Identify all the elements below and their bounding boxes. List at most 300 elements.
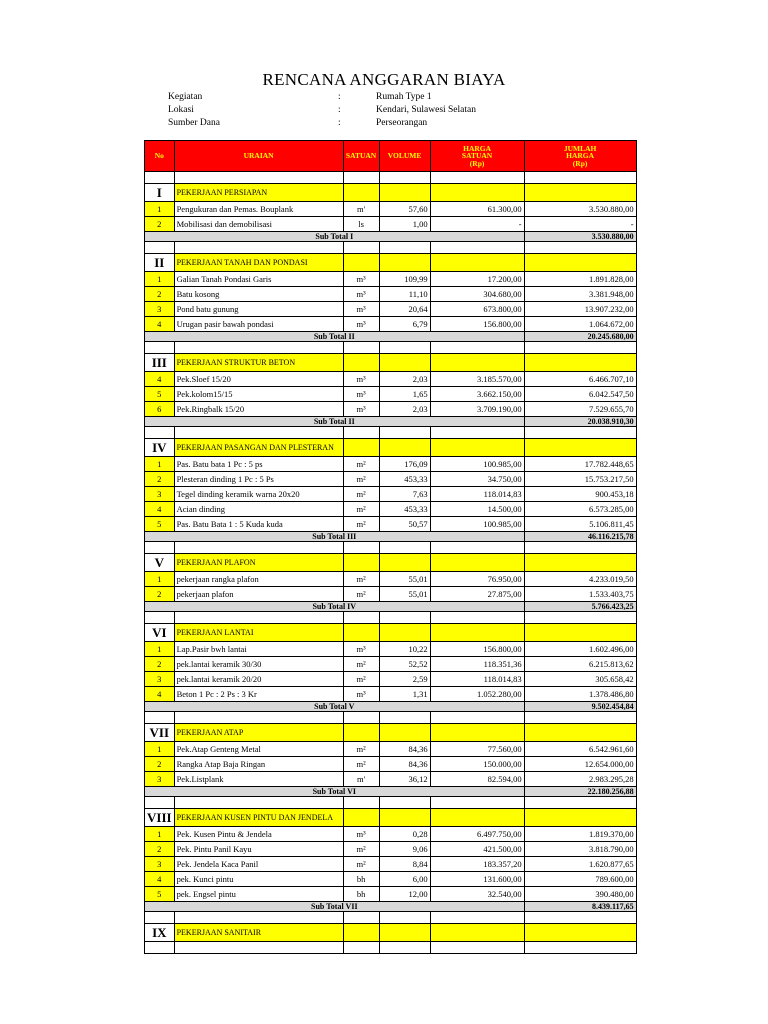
empty-cell — [145, 427, 175, 439]
item-description: Rangka Atap Baja Ringan — [174, 757, 343, 772]
item-no: 2 — [145, 472, 175, 487]
item-volume: 2,59 — [379, 672, 430, 687]
table-header — [145, 141, 637, 172]
empty-cell — [430, 354, 524, 372]
item-volume: 453,33 — [379, 502, 430, 517]
item-unit: m³ — [343, 827, 379, 842]
item-no: 1 — [145, 827, 175, 842]
subtotal-label: Sub Total II — [145, 417, 525, 427]
table-row — [145, 517, 637, 532]
empty-cell — [524, 712, 636, 724]
item-volume: 1,65 — [379, 387, 430, 402]
info-separator: : — [338, 118, 341, 128]
empty-cell — [343, 924, 379, 942]
header-harga-satuan — [430, 141, 524, 172]
subtotal-value: 20.245.680,00 — [524, 332, 636, 342]
item-amount: 7.529.655,70 — [524, 402, 636, 417]
section-title: PEKERJAAN PASANGAN DAN PLESTERAN — [174, 439, 343, 457]
item-amount: 5.106.811,45 — [524, 517, 636, 532]
item-no: 2 — [145, 657, 175, 672]
info-value-sumber-dana: Perseorangan — [376, 118, 428, 128]
item-unit: m² — [343, 857, 379, 872]
item-unit-price: 1.052.280,00 — [430, 687, 524, 702]
header-harga-line: SATUAN — [461, 151, 493, 161]
item-volume: 9,06 — [379, 842, 430, 857]
table-row — [145, 757, 637, 772]
empty-cell — [174, 542, 343, 554]
header-uraian: URAIAN — [174, 141, 343, 172]
subtotal-label: Sub Total III — [145, 532, 525, 542]
item-unit-price: 131.600,00 — [430, 872, 524, 887]
spacer-row — [145, 912, 637, 924]
table-row — [145, 827, 637, 842]
subtotal-row — [145, 332, 637, 342]
empty-cell — [430, 254, 524, 272]
empty-cell — [430, 712, 524, 724]
empty-cell — [524, 924, 636, 942]
empty-cell — [343, 242, 379, 254]
empty-cell — [343, 712, 379, 724]
item-amount: 3.818.790,00 — [524, 842, 636, 857]
item-volume: 11,10 — [379, 287, 430, 302]
empty-cell — [343, 554, 379, 572]
item-unit-price: 61.300,00 — [430, 202, 524, 217]
header-satuan: SATUAN — [343, 141, 379, 172]
item-no: 1 — [145, 202, 175, 217]
section-header-row — [145, 924, 637, 942]
empty-cell — [174, 342, 343, 354]
item-unit-price: 27.875,00 — [430, 587, 524, 602]
section-roman: II — [145, 254, 175, 272]
info-value-kegiatan: Rumah Type 1 — [376, 92, 432, 102]
item-unit-price: 183.357,20 — [430, 857, 524, 872]
section-roman: III — [145, 354, 175, 372]
empty-cell — [343, 797, 379, 809]
header-jumlah-line: (Rp) — [572, 158, 588, 168]
item-volume: 7,63 — [379, 487, 430, 502]
table-row — [145, 572, 637, 587]
item-unit: m² — [343, 742, 379, 757]
item-description: Pek.Listplank — [174, 772, 343, 787]
item-description: Pek. Kusen Pintu & Jendela — [174, 827, 343, 842]
table-row — [145, 457, 637, 472]
empty-cell — [430, 427, 524, 439]
item-amount: 15.753.217,50 — [524, 472, 636, 487]
empty-cell — [343, 354, 379, 372]
subtotal-value: 9.502.454,84 — [524, 702, 636, 712]
empty-cell — [524, 427, 636, 439]
item-unit-price: 118.014,83 — [430, 672, 524, 687]
empty-cell — [145, 242, 175, 254]
item-unit: m² — [343, 842, 379, 857]
spacer-row — [145, 172, 637, 184]
empty-cell — [343, 912, 379, 924]
empty-cell — [174, 427, 343, 439]
item-volume: 57,60 — [379, 202, 430, 217]
empty-cell — [379, 554, 430, 572]
section-header-row — [145, 254, 637, 272]
item-volume: 36,12 — [379, 772, 430, 787]
item-amount: 12.654.000,00 — [524, 757, 636, 772]
empty-cell — [524, 809, 636, 827]
empty-cell — [524, 172, 636, 184]
empty-cell — [379, 342, 430, 354]
item-no: 4 — [145, 872, 175, 887]
item-amount: 2.983.295,28 — [524, 772, 636, 787]
empty-cell — [174, 172, 343, 184]
section-title: PEKERJAAN ATAP — [174, 724, 343, 742]
empty-cell — [343, 942, 379, 954]
item-volume: 1,31 — [379, 687, 430, 702]
subtotal-row — [145, 902, 637, 912]
item-amount: 6.215.813,62 — [524, 657, 636, 672]
item-volume: 2,03 — [379, 372, 430, 387]
empty-cell — [430, 172, 524, 184]
item-description: Pas. Batu bata 1 Pc : 5 ps — [174, 457, 343, 472]
header-volume: VOLUME — [379, 141, 430, 172]
item-description: Pek.Sloef 15/20 — [174, 372, 343, 387]
empty-cell — [379, 624, 430, 642]
item-volume: 50,57 — [379, 517, 430, 532]
item-amount: 4.233.019,50 — [524, 572, 636, 587]
item-unit: m² — [343, 672, 379, 687]
item-volume: 6,00 — [379, 872, 430, 887]
table-row — [145, 272, 637, 287]
section-header-row — [145, 554, 637, 572]
table-row — [145, 487, 637, 502]
item-amount: 305.658,42 — [524, 672, 636, 687]
empty-cell — [343, 624, 379, 642]
item-description: pekerjaan plafon — [174, 587, 343, 602]
item-description: pek. Kunci pintu — [174, 872, 343, 887]
header-harga-line: HARGA — [463, 143, 492, 153]
subtotal-value: 8.439.117,65 — [524, 902, 636, 912]
empty-cell — [524, 542, 636, 554]
item-amount: 1.891.828,00 — [524, 272, 636, 287]
table-row — [145, 657, 637, 672]
section-title: PEKERJAAN LANTAI — [174, 624, 343, 642]
item-unit-price: 421.500,00 — [430, 842, 524, 857]
table-row — [145, 202, 637, 217]
item-description: Pek.Ringbalk 15/20 — [174, 402, 343, 417]
item-volume: 52,52 — [379, 657, 430, 672]
item-amount: - — [524, 217, 636, 232]
item-unit-price: 32.540,00 — [430, 887, 524, 902]
empty-cell — [343, 724, 379, 742]
subtotal-label: Sub Total VI — [145, 787, 525, 797]
table-row — [145, 857, 637, 872]
item-unit: m³ — [343, 687, 379, 702]
item-description: Pek.Atap Genteng Metal — [174, 742, 343, 757]
item-unit-price: 673.800,00 — [430, 302, 524, 317]
table-row — [145, 842, 637, 857]
item-no: 5 — [145, 517, 175, 532]
empty-cell — [379, 724, 430, 742]
budget-table — [144, 140, 637, 954]
empty-cell — [379, 242, 430, 254]
item-description: Mobilisasi dan demobilisasi — [174, 217, 343, 232]
item-unit: m³ — [343, 272, 379, 287]
table-row — [145, 387, 637, 402]
item-unit-price: 3.662.150,00 — [430, 387, 524, 402]
section-roman: I — [145, 184, 175, 202]
item-amount: 1.819.370,00 — [524, 827, 636, 842]
subtotal-label: Sub Total VII — [145, 902, 525, 912]
info-separator: : — [338, 105, 341, 115]
empty-cell — [343, 342, 379, 354]
empty-cell — [343, 809, 379, 827]
item-description: Acian dinding — [174, 502, 343, 517]
item-unit-price: 150.000,00 — [430, 757, 524, 772]
item-description: pek.lantai keramik 30/30 — [174, 657, 343, 672]
item-unit-price: 3.709.190,00 — [430, 402, 524, 417]
item-amount: 1.378.486,80 — [524, 687, 636, 702]
table-row — [145, 472, 637, 487]
spacer-row — [145, 712, 637, 724]
subtotal-value: 22.180.256,88 — [524, 787, 636, 797]
item-unit: m² — [343, 587, 379, 602]
spacer-row — [145, 797, 637, 809]
item-unit-price: 14.500,00 — [430, 502, 524, 517]
item-unit: m³ — [343, 302, 379, 317]
empty-cell — [379, 184, 430, 202]
empty-cell — [430, 184, 524, 202]
item-unit-price: - — [430, 217, 524, 232]
table-row — [145, 402, 637, 417]
spacer-row — [145, 427, 637, 439]
empty-cell — [343, 439, 379, 457]
subtotal-value: 20.038.910,30 — [524, 417, 636, 427]
section-title: PEKERJAAN KUSEN PINTU DAN JENDELA — [174, 809, 343, 827]
empty-cell — [379, 354, 430, 372]
item-amount: 1.602.496,00 — [524, 642, 636, 657]
item-unit: m² — [343, 472, 379, 487]
empty-cell — [145, 542, 175, 554]
item-unit: m² — [343, 502, 379, 517]
item-amount: 390.480,00 — [524, 887, 636, 902]
section-roman: VII — [145, 724, 175, 742]
item-no: 1 — [145, 642, 175, 657]
item-no: 1 — [145, 572, 175, 587]
item-unit-price: 100.985,00 — [430, 517, 524, 532]
item-volume: 84,36 — [379, 757, 430, 772]
item-amount: 3.530.880,00 — [524, 202, 636, 217]
empty-cell — [524, 797, 636, 809]
subtotal-row — [145, 232, 637, 242]
document-title: RENCANA ANGGARAN BIAYA — [262, 70, 506, 89]
table-row — [145, 317, 637, 332]
section-title: PEKERJAAN PERSIAPAN — [174, 184, 343, 202]
section-roman: VI — [145, 624, 175, 642]
empty-cell — [379, 254, 430, 272]
item-volume: 12,00 — [379, 887, 430, 902]
item-unit: m² — [343, 487, 379, 502]
item-no: 1 — [145, 457, 175, 472]
section-roman: V — [145, 554, 175, 572]
empty-cell — [174, 912, 343, 924]
item-amount: 6.573.285,00 — [524, 502, 636, 517]
item-volume: 453,33 — [379, 472, 430, 487]
empty-cell — [145, 797, 175, 809]
info-label-lokasi: Lokasi — [168, 105, 194, 115]
empty-cell — [524, 942, 636, 954]
item-no: 3 — [145, 857, 175, 872]
item-no: 5 — [145, 887, 175, 902]
item-volume: 176,09 — [379, 457, 430, 472]
empty-cell — [524, 912, 636, 924]
section-roman: IX — [145, 924, 175, 942]
item-volume: 1,00 — [379, 217, 430, 232]
item-unit-price: 6.497.750,00 — [430, 827, 524, 842]
item-amount: 17.782.448,65 — [524, 457, 636, 472]
item-volume: 55,01 — [379, 572, 430, 587]
item-volume: 109,99 — [379, 272, 430, 287]
item-no: 1 — [145, 272, 175, 287]
item-unit: m² — [343, 517, 379, 532]
empty-cell — [343, 172, 379, 184]
item-unit: m² — [343, 657, 379, 672]
item-volume: 84,36 — [379, 742, 430, 757]
empty-cell — [343, 542, 379, 554]
item-description: Pek. Jendela Kaca Panil — [174, 857, 343, 872]
item-amount: 6.542.961,60 — [524, 742, 636, 757]
item-description: Urugan pasir bawah pondasi — [174, 317, 343, 332]
item-unit: m² — [343, 457, 379, 472]
item-unit: bh — [343, 872, 379, 887]
item-unit-price: 76.950,00 — [430, 572, 524, 587]
empty-cell — [379, 942, 430, 954]
info-label-sumber-dana: Sumber Dana — [168, 118, 220, 128]
empty-cell — [174, 612, 343, 624]
spacer-row — [145, 942, 637, 954]
item-description: Pond batu gunung — [174, 302, 343, 317]
item-description: Galian Tanah Pondasi Garis — [174, 272, 343, 287]
item-unit: m³ — [343, 642, 379, 657]
table-row — [145, 642, 637, 657]
empty-cell — [430, 439, 524, 457]
section-header-row — [145, 354, 637, 372]
section-title: PEKERJAAN STRUKTUR BETON — [174, 354, 343, 372]
item-no: 4 — [145, 317, 175, 332]
subtotal-row — [145, 787, 637, 797]
spacer-row — [145, 242, 637, 254]
empty-cell — [174, 797, 343, 809]
item-amount: 789.600,00 — [524, 872, 636, 887]
empty-cell — [524, 254, 636, 272]
empty-cell — [524, 242, 636, 254]
empty-cell — [145, 942, 175, 954]
empty-cell — [379, 612, 430, 624]
info-label-kegiatan: Kegiatan — [168, 92, 203, 102]
empty-cell — [524, 724, 636, 742]
info-value-lokasi: Kendari, Sulawesi Selatan — [376, 105, 476, 115]
subtotal-row — [145, 532, 637, 542]
item-amount: 1.064.672,00 — [524, 317, 636, 332]
item-no: 3 — [145, 672, 175, 687]
subtotal-label: Sub Total II — [145, 332, 525, 342]
empty-cell — [174, 712, 343, 724]
item-unit-price: 82.594,00 — [430, 772, 524, 787]
subtotal-label: Sub Total I — [145, 232, 525, 242]
item-unit-price: 100.985,00 — [430, 457, 524, 472]
item-amount: 1.533.403,75 — [524, 587, 636, 602]
empty-cell — [343, 254, 379, 272]
table-row — [145, 587, 637, 602]
empty-cell — [379, 172, 430, 184]
item-description: Tegel dinding keramik warna 20x20 — [174, 487, 343, 502]
item-unit-price: 17.200,00 — [430, 272, 524, 287]
item-unit: m' — [343, 772, 379, 787]
item-amount: 13.907.232,00 — [524, 302, 636, 317]
empty-cell — [524, 342, 636, 354]
item-unit-price: 77.560,00 — [430, 742, 524, 757]
empty-cell — [145, 612, 175, 624]
table-row — [145, 287, 637, 302]
empty-cell — [145, 342, 175, 354]
table-row — [145, 887, 637, 902]
item-unit-price: 118.014,83 — [430, 487, 524, 502]
item-description: Lap.Pasir bwh lantai — [174, 642, 343, 657]
empty-cell — [145, 172, 175, 184]
item-unit-price: 118.351,36 — [430, 657, 524, 672]
item-description: Pek.kolom15/15 — [174, 387, 343, 402]
subtotal-label: Sub Total V — [145, 702, 525, 712]
item-description: Pek. Pintu Panil Kayu — [174, 842, 343, 857]
subtotal-value: 5.766.423,25 — [524, 602, 636, 612]
empty-cell — [145, 912, 175, 924]
empty-cell — [430, 542, 524, 554]
section-header-row — [145, 624, 637, 642]
header-jumlah-line: JUMLAH — [563, 143, 597, 153]
item-description: Beton 1 Pc : 2 Ps : 3 Kr — [174, 687, 343, 702]
item-unit: m³ — [343, 372, 379, 387]
item-no: 2 — [145, 217, 175, 232]
subtotal-row — [145, 417, 637, 427]
item-volume: 20,64 — [379, 302, 430, 317]
empty-cell — [524, 184, 636, 202]
empty-cell — [430, 724, 524, 742]
section-header-row — [145, 184, 637, 202]
spacer-row — [145, 612, 637, 624]
empty-cell — [524, 624, 636, 642]
empty-cell — [174, 242, 343, 254]
table-row — [145, 217, 637, 232]
empty-cell — [524, 612, 636, 624]
item-no: 3 — [145, 302, 175, 317]
item-unit-price: 3.185.570,00 — [430, 372, 524, 387]
item-no: 1 — [145, 742, 175, 757]
item-no: 2 — [145, 842, 175, 857]
subtotal-row — [145, 702, 637, 712]
item-amount: 1.620.877,65 — [524, 857, 636, 872]
item-unit-price: 304.680,00 — [430, 287, 524, 302]
header-jumlah-line: HARGA — [566, 151, 595, 161]
item-description: Plesteran dinding 1 Pc : 5 Ps — [174, 472, 343, 487]
item-unit: ls — [343, 217, 379, 232]
item-no: 4 — [145, 687, 175, 702]
spacer-row — [145, 342, 637, 354]
item-unit: m³ — [343, 387, 379, 402]
item-unit-price: 156.800,00 — [430, 642, 524, 657]
section-title: PEKERJAAN PLAFON — [174, 554, 343, 572]
item-description: Batu kosong — [174, 287, 343, 302]
empty-cell — [379, 809, 430, 827]
empty-cell — [524, 554, 636, 572]
item-amount: 6.466.707,10 — [524, 372, 636, 387]
subtotal-label: Sub Total IV — [145, 602, 525, 612]
item-unit: m³ — [343, 287, 379, 302]
item-unit: m² — [343, 572, 379, 587]
